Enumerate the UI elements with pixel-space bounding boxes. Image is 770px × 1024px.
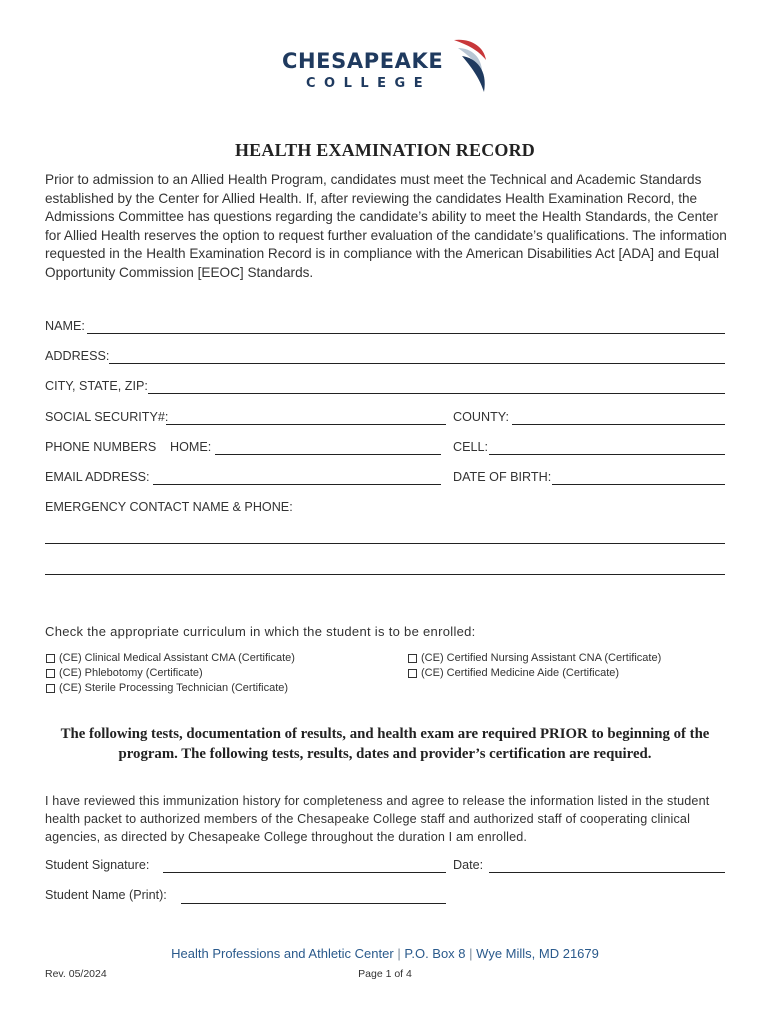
curriculum-option-label: (CE) Certified Nursing Assistant CNA (Certificate) (421, 652, 662, 664)
sail-logo-icon (448, 36, 492, 94)
curriculum-heading: Check the appropriate curriculum in which the student is to be enrolled: (45, 624, 476, 639)
requirements-notice: The following tests, documentation of results, and health exam are required PRIOR to beginning of the program. The following tests, results, dates and provider’s certification are required. (60, 726, 710, 762)
address-label: ADDRESS: (45, 349, 110, 363)
county-label: COUNTY: (453, 410, 509, 424)
phone-numbers-label: PHONE NUMBERS (45, 440, 157, 454)
dob-field[interactable] (552, 484, 725, 485)
intro-paragraph: Prior to admission to an Allied Health Program, candidates must meet the Technical and Academic Standards established by the Center for Allied Health. If, after reviewing the candidates Health Examination Record, the Admissions Committee has questions regarding the candidate’s ability to meet the Health Standards, the Center for Allied Health reserves the option to request further evaluation of the candidate’s qualifications. The information requested in the Health Examination Record is in compliance with the American Disabilities Act [ADA] and Equal Opportunity Commission [EEOC] Standards. (45, 172, 727, 280)
home-phone-label: HOME: (170, 440, 212, 454)
footer-city: Wye Mills, MD 21679 (476, 946, 599, 961)
footer-address (0, 946, 770, 961)
logo-subtitle: COLLEGE (306, 76, 432, 91)
checkbox-icon[interactable] (46, 669, 55, 678)
name-label: NAME: (45, 319, 85, 333)
student-name-label: Student Name (Print): (45, 888, 167, 902)
footer-separator: | (397, 946, 401, 961)
emergency-contact-label: EMERGENCY CONTACT NAME & PHONE: (45, 500, 293, 514)
curriculum-option-label: (CE) Clinical Medical Assistant CMA (Certificate) (59, 652, 295, 664)
curriculum-option-sterile-processing[interactable] (46, 682, 288, 694)
cell-label: CELL: (453, 440, 489, 454)
logo-name: CHESAPEAKE (282, 49, 444, 73)
student-signature-field[interactable] (163, 872, 446, 873)
dob-label: DATE OF BIRTH: (453, 470, 552, 484)
curriculum-option-phlebotomy[interactable] (46, 667, 203, 679)
emergency-contact-field-1[interactable] (45, 543, 725, 544)
curriculum-option-cna[interactable] (408, 652, 661, 664)
ssn-field[interactable] (166, 424, 446, 425)
student-signature-label: Student Signature: (45, 858, 150, 872)
city-state-zip-label: CITY, STATE, ZIP: (45, 379, 148, 393)
curriculum-option-cma[interactable] (46, 652, 295, 664)
curriculum-option-label: (CE) Certified Medicine Aide (Certificate) (421, 667, 620, 679)
checkbox-icon[interactable] (408, 654, 417, 663)
student-name-field[interactable] (181, 903, 446, 904)
college-logo (278, 36, 492, 96)
checkbox-icon[interactable] (46, 684, 55, 693)
release-statement: I have reviewed this immunization history for completeness and agree to release the information listed in the student health packet to authorized members of the Chesapeake College staff and authorized staff of cooperating clinical agencies, as directed by Chesapeake College throughout the duration I am enrolled. (45, 794, 710, 845)
curriculum-option-medicine-aide[interactable] (408, 667, 619, 679)
city-state-zip-field[interactable] (148, 393, 725, 394)
footer-separator: | (469, 946, 473, 961)
address-field[interactable] (109, 363, 725, 364)
footer-pobox: P.O. Box 8 (404, 946, 466, 961)
curriculum-option-label: (CE) Phlebotomy (Certificate) (59, 667, 203, 679)
page-number: Page 1 of 4 (358, 968, 412, 980)
page-title: HEALTH EXAMINATION RECORD (234, 140, 536, 160)
revision-date: Rev. 05/2024 (45, 968, 107, 980)
cell-field[interactable] (489, 454, 725, 455)
emergency-contact-field-2[interactable] (45, 574, 725, 575)
checkbox-icon[interactable] (408, 669, 417, 678)
name-field[interactable] (87, 333, 725, 334)
ssn-label: SOCIAL SECURITY#: (45, 410, 169, 424)
email-label: EMAIL ADDRESS: (45, 470, 150, 484)
county-field[interactable] (512, 424, 725, 425)
email-field[interactable] (153, 484, 441, 485)
curriculum-option-label: (CE) Sterile Processing Technician (Certificate) (59, 682, 289, 694)
checkbox-icon[interactable] (46, 654, 55, 663)
home-phone-field[interactable] (215, 454, 441, 455)
footer-center: Health Professions and Athletic Center (171, 946, 394, 961)
signature-date-label: Date: (453, 858, 484, 872)
signature-date-field[interactable] (489, 872, 725, 873)
